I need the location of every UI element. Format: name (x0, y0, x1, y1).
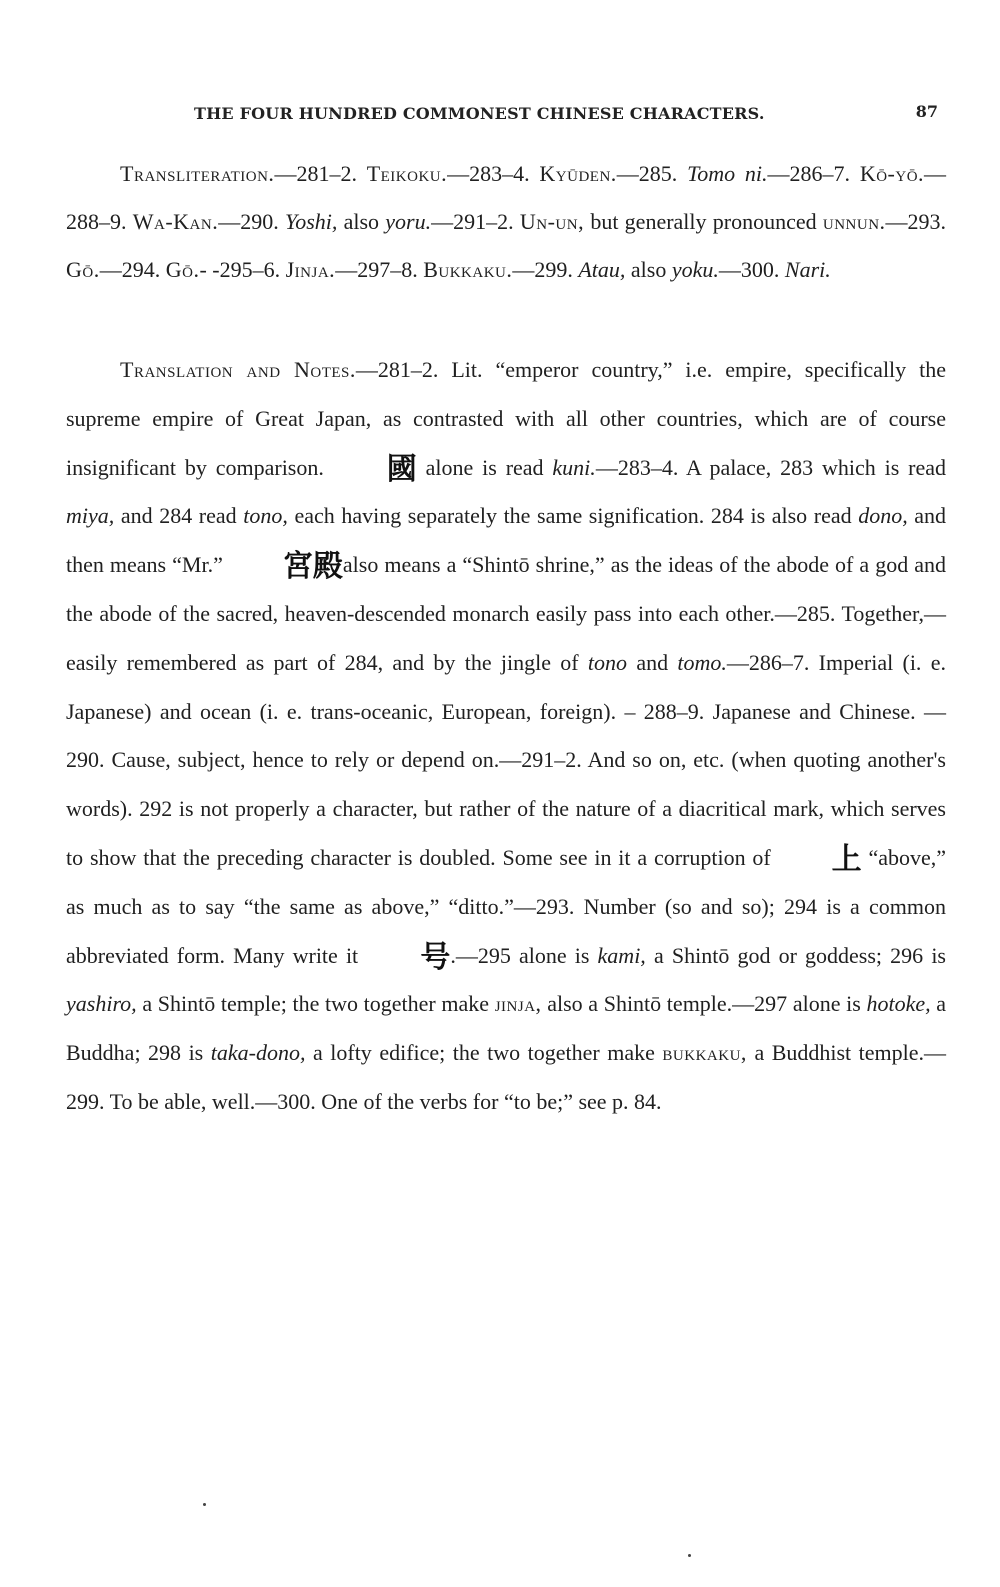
reading-go-293: Gō. (66, 257, 100, 282)
reading-yoru: yoru. (385, 209, 432, 234)
text-run: and then means “Mr.” (66, 503, 947, 578)
notes-label: Translation and Notes. (120, 357, 356, 382)
text-run: “above,” as much as to say “the same as above,” “ditto.”—293. Number (so and so); 294 is a common abbreviated form. Many write it (66, 844, 947, 968)
reading-taka-dono: taka-dono, (210, 1040, 306, 1066)
reading-un-un: Un-un, (519, 209, 585, 234)
text-run: —288–9. (66, 161, 947, 234)
text-run: —283–4. A palace, 283 which is read (595, 454, 946, 480)
text-run: a Buddha; 298 is (66, 991, 947, 1066)
text-run: —281–2. (274, 161, 367, 186)
reading-go-294: Gō. (165, 257, 200, 282)
reading-yashiro: yashiro, (66, 991, 137, 1017)
reading-atau: Atau, (578, 257, 626, 282)
text-run: —291–2. (431, 209, 520, 234)
reading-dono: dono, (858, 503, 908, 529)
page-number: 87 (915, 102, 938, 121)
reading-jinja: Jinja. (285, 257, 336, 282)
text-run: .—295 alone is (450, 942, 590, 968)
text-run: a lofty edifice; the two together make (312, 1040, 655, 1066)
reading-miya: miya, (66, 503, 115, 529)
reading-tono-jingle: tono (587, 649, 628, 675)
reading-nari: Nari. (784, 257, 831, 282)
transliteration-label: Transliteration. (120, 161, 275, 186)
text-run: —294. (99, 257, 166, 282)
reading-yoku: yoku. (671, 257, 719, 282)
ue-character: 上 (831, 841, 862, 877)
reading-tono: tono, (243, 503, 288, 529)
page-title: THE FOUR HUNDRED COMMONEST CHINESE CHARACTERS. (194, 104, 765, 123)
reading-wa-kan: Wa-Kan. (132, 209, 219, 234)
text-run: —293. (885, 209, 947, 234)
reading-kyuden: Kyūden. (539, 161, 617, 186)
text-run: —300. (718, 257, 785, 282)
reading-teikoku: Teikoku. (366, 161, 448, 186)
kuni-character: 國 (386, 451, 417, 487)
print-speck (688, 1554, 691, 1557)
text-run: —285. (616, 161, 688, 186)
kyuden-characters: 宮殿 (282, 549, 343, 585)
print-speck (203, 1503, 206, 1506)
transliteration-paragraph (66, 150, 946, 294)
running-head (70, 104, 950, 134)
reading-hotoke: hotoke, (866, 991, 931, 1017)
text-run: alone is read (425, 454, 544, 480)
reading-tomo: tomo. (677, 649, 727, 675)
text-run: —286–7. (767, 161, 860, 186)
text-run: also (625, 257, 672, 282)
text-run: a Shintō god or goddess; 296 is (653, 942, 946, 968)
reading-ko-yo: Kō-yō. (859, 161, 925, 186)
text-run: —299. (512, 257, 579, 282)
text-run: a Buddhist temple.—299. To be able, well.—300. One of the verbs for “to be;” see p. 84. (66, 1040, 947, 1114)
text-run: and (636, 649, 669, 675)
text-run: but generally pronounced (584, 209, 823, 234)
text-run: —281–2. Lit. “emperor country,” i.e. empire, specifically the supreme empire of Great Japan, as contrasted with all other countries, which are of course insignificant by comparison. (66, 357, 946, 480)
text-run: also (337, 209, 386, 234)
reading-tomo-ni: Tomo ni. (687, 161, 768, 186)
reading-yoshi: Yoshi, (284, 209, 338, 234)
reading-unnun: unnun. (822, 209, 886, 234)
reading-bukkaku: Bukkaku. (423, 257, 513, 282)
text-run: —283–4. (447, 161, 540, 186)
text-run: —286–7. Imperial (i. e. Japanese) and ocean (i. e. trans-oceanic, European, foreign). – 288–9. Japanese and Chinese. — 290. Cause, subject, hence to rely or depend on.—291–2. And so on, etc. (when quoting another's words). 292 is not properly a character, but rather of the nature of a diacritical mark, which serves to show that the preceding character is doubled. Some see in it a corruption of (66, 649, 946, 870)
reading-bukkaku-note: bukkaku, (662, 1040, 747, 1066)
text-run: —297–8. (335, 257, 424, 282)
text-run: a Shintō temple; the two together make (142, 991, 490, 1017)
notes-paragraph (66, 346, 946, 1127)
reading-kuni: kuni. (552, 454, 596, 480)
text-run: and 284 read (120, 503, 237, 529)
text-run: also means a “Shintō shrine,” as the ideas of the abode of a god and the abode of the sacred, heaven-descended monarch easily pass into each other.—285. Together,—easily remembered as part of 284, and by the jingle of (66, 552, 947, 675)
text-run: - -295–6. (199, 257, 286, 282)
go-character: 号 (420, 939, 451, 975)
reading-kami: kami, (597, 942, 646, 968)
reading-jinja-note: jinja, (494, 991, 542, 1017)
text-run: —290. (218, 209, 285, 234)
text-run: each having separately the same signification. 284 is also read (294, 503, 852, 529)
text-run: also a Shintō temple.—297 alone is (547, 991, 861, 1017)
